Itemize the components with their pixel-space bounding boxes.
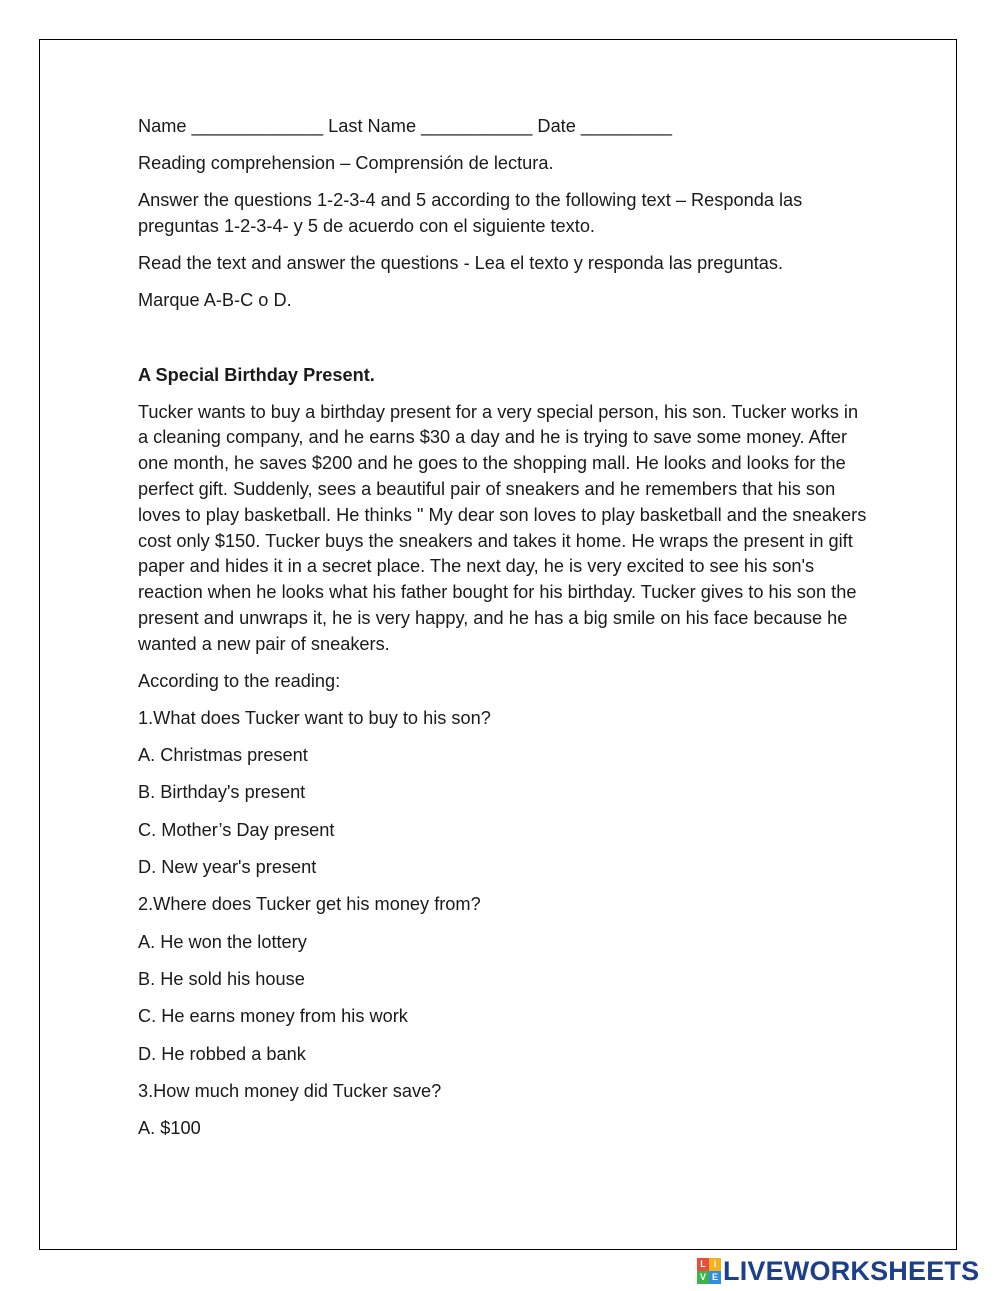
logo-letter-e: E — [709, 1271, 721, 1284]
worksheet-subtitle: Reading comprehension – Comprensión de lectura. — [138, 152, 554, 173]
question-2-option-a[interactable]: A. He won the lottery — [138, 931, 307, 952]
liveworksheets-logo-icon — [697, 1258, 721, 1284]
question-3: 3.How much money did Tucker save? — [138, 1080, 442, 1101]
question-2-option-c[interactable]: C. He earns money from his work — [138, 1006, 408, 1027]
logo-letter-v: V — [697, 1271, 709, 1284]
questions-intro: According to the reading: — [138, 670, 341, 691]
question-1-option-d[interactable]: D. New year's present — [138, 857, 317, 878]
question-1-option-a[interactable]: A. Christmas present — [138, 745, 308, 766]
name-last-name-date-line: Name _____________ Last Name ___________ Date _________ — [138, 116, 672, 136]
worksheet-content — [138, 114, 868, 1153]
logo-letter-i: I — [709, 1258, 721, 1271]
question-2-option-d[interactable]: D. He robbed a bank — [138, 1043, 306, 1064]
question-1-option-c[interactable]: C. Mother’s Day present — [138, 819, 335, 840]
story-title: A Special Birthday Present. — [138, 364, 375, 385]
question-1: 1.What does Tucker want to buy to his son? — [138, 707, 491, 728]
liveworksheets-logo-text: LIVEWORKSHEETS — [723, 1256, 980, 1286]
liveworksheets-logo — [697, 1257, 979, 1285]
question-1-option-b[interactable]: B. Birthday's present — [138, 782, 306, 803]
instruction-answer-questions: Answer the questions 1-2-3-4 and 5 according to the following text – Responda las preguntas 1-2-3-4- y 5 de acuerdo con el siguiente texto. — [138, 190, 803, 236]
instruction-read-text: Read the text and answer the questions - Lea el texto y responda las preguntas. — [138, 253, 784, 274]
spacer — [138, 326, 868, 363]
question-2-option-b[interactable]: B. He sold his house — [138, 968, 305, 989]
logo-letter-l: L — [697, 1258, 709, 1271]
story-body: Tucker wants to buy a birthday present for a very special person, his son. Tucker works in a cleaning company, and he earns $30 a day and he is trying to save some money. After one month, he saves $200 and he goes to the shopping mall. He looks and looks for the perfect gift. Suddenly, sees a beautiful pair of sneakers and he remembers that his son loves to play basketball. He thinks " My dear son loves to play basketball and the sneakers cost only $150. Tucker buys the sneakers and takes it home. He wraps the present in gift paper and hides it in a secret place. The next day, he is very excited to see his son's reaction when he looks what his father bought for his birthday. Tucker gives to his son the present and unwraps it, he is very happy, and he has a big smile on his face because he wanted a new pair of sneakers. — [138, 401, 867, 654]
question-2: 2.Where does Tucker get his money from? — [138, 894, 481, 915]
instruction-mark-option: Marque A-B-C o D. — [138, 290, 292, 311]
question-3-option-a[interactable]: A. $100 — [138, 1118, 201, 1139]
